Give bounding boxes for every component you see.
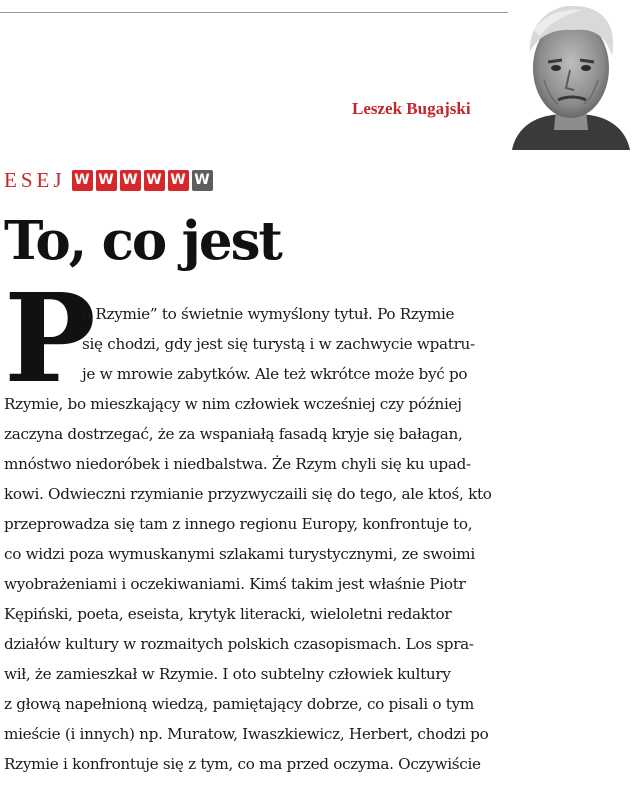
- body-line: co widzi poza wymuskanymi szlakami turystycznymi, ze swoimi: [4, 545, 475, 563]
- rating-box: W: [144, 170, 165, 191]
- body-line: o Rzymie” to świetnie wymyślony tytuł. Po Rzymie: [82, 305, 455, 323]
- rating-box: W: [96, 170, 117, 191]
- rating-box: W: [72, 170, 93, 191]
- section-header: [4, 167, 213, 193]
- author-portrait: [508, 0, 634, 150]
- body-line: Rzymie, bo mieszkający w nim człowiek wcześniej czy później: [4, 395, 462, 413]
- body-line: Kępiński, poeta, eseista, krytyk literacki, wieloletni redaktor: [4, 605, 452, 623]
- rating-box: W: [168, 170, 189, 191]
- author-byline: Leszek Bugajski: [352, 99, 471, 118]
- top-rule: [0, 12, 510, 13]
- body-line: wyobrażeniami i oczekiwaniami. Kimś takim jest właśnie Piotr: [4, 575, 466, 593]
- body-line: kowi. Odwieczni rzymianie przyzwyczaili się do tego, ale ktoś, kto: [4, 485, 492, 503]
- drop-cap: P: [4, 266, 96, 410]
- body-line: mieście (i innych) np. Muratow, Iwaszkiewicz, Herbert, chodzi po: [4, 725, 489, 743]
- body-line: mnóstwo niedoróbek i niedbalstwa. Że Rzym chyli się ku upad-: [4, 455, 471, 473]
- body-line: je w mrowie zabytków. Ale też wkrótce może być po: [82, 365, 468, 383]
- body-line: wił, że zamieszkał w Rzymie. I oto subtelny człowiek kultury: [4, 665, 451, 683]
- rating-box: W: [192, 170, 213, 191]
- rating-box: W: [120, 170, 141, 191]
- body-line: z głową napełnioną wiedzą, pamiętający dobrze, co pisali o tym: [4, 695, 474, 713]
- article-title: To, co jest: [4, 210, 281, 272]
- body-line: działów kultury w rozmaitych polskich czasopismach. Los spra-: [4, 635, 474, 653]
- rating-boxes: [72, 170, 213, 191]
- body-line: Rzymie i konfrontuje się z tym, co ma przed oczyma. Oczywiście: [4, 755, 481, 773]
- body-line: przeprowadza się tam z innego regionu Europy, konfrontuje to,: [4, 515, 473, 533]
- section-label: ESEJ: [4, 167, 66, 192]
- body-line: się chodzi, gdy jest się turystą i w zachwycie wpatru-: [82, 335, 475, 353]
- body-line: zaczyna dostrzegać, że za wspaniałą fasadą kryje się bałagan,: [4, 425, 463, 443]
